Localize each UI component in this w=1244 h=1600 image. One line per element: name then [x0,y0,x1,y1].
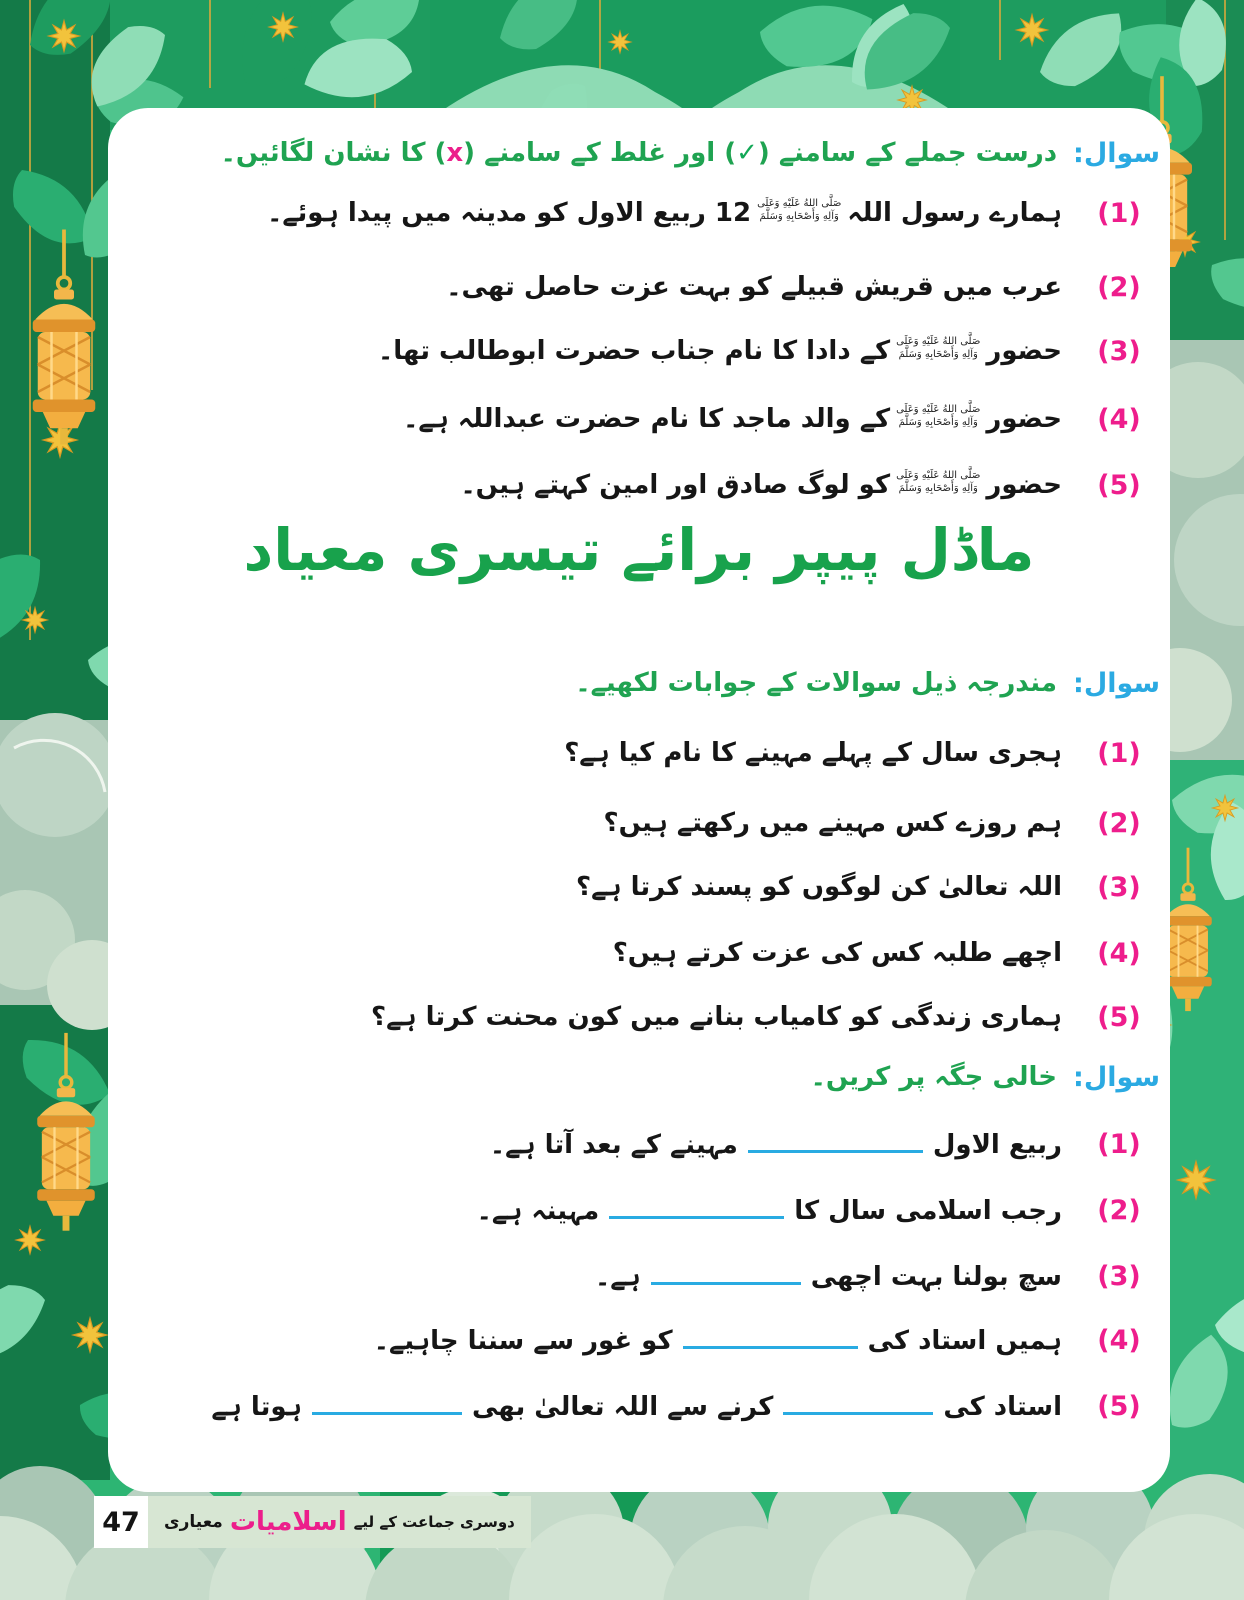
qa-item-row: (3) اللہ تعالیٰ کن لوگوں کو پسند کرتا ہے؟ [576,868,1148,907]
check-mark: ✓ [736,138,758,168]
cross-mark: x [446,138,464,168]
qa-item-row: (2) ہم روزے کس مہینے میں رکھتے ہیں؟ [604,804,1148,843]
blank-line [783,1386,933,1415]
qa-item-row: (4) اچھے طلبہ کس کی عزت کرتے ہیں؟ [613,934,1148,973]
tf-item-row: (1) ہمارے رسول اللہصَلَّى اللهُ عَلَيْهِ وَعَلَى وَآلِهِ وَأَصْحَابِهِ وَسَلَّمَ12 ربیع الاول کو مدینہ میں پیدا ہوئے۔ [267,194,1148,233]
tf-item-row: (3) حضورصَلَّى اللهُ عَلَيْهِ وَعَلَى وَآلِهِ وَأَصْحَابِهِ وَسَلَّمَکے دادا کا نام جناب حضرت ابوطالب تھا۔ [378,332,1148,371]
qa-instruction: مندرجہ ذیل سوالات کے جوابات لکھیے۔ [575,668,1058,698]
item-number: (5) [1097,470,1141,501]
item-number: (4) [1097,1325,1141,1356]
blank-item-row: (3) سچ بولنا بہت اچھیہے۔ [595,1256,1148,1297]
tf-section-heading [221,134,1160,173]
durood-honorific: صَلَّى اللهُ عَلَيْهِ وَعَلَى وَآلِهِ وَأَصْحَابِهِ وَسَلَّمَ [896,470,981,494]
tf-item-row: (4) حضورصَلَّى اللهُ عَلَيْهِ وَعَلَى وَآلِهِ وَأَصْحَابِهِ وَسَلَّمَکے والد ماجد کا نام حضرت عبداللہ ہے۔ [403,400,1148,439]
qa-item-row: (1) ہجری سال کے پہلے مہینے کا نام کیا ہے؟ [564,734,1148,773]
item-number: (3) [1097,872,1141,903]
durood-honorific: صَلَّى اللهُ عَلَيْهِ وَعَلَى وَآلِهِ وَأَصْحَابِهِ وَسَلَّمَ [896,336,981,360]
blank-line [651,1256,801,1285]
blank-line [609,1190,784,1219]
question-label: سوال: [1073,1062,1160,1093]
item-number: (5) [1097,1391,1141,1422]
blank-item-row: (1) ربیع الاولمہینے کے بعد آتا ہے۔ [490,1124,1148,1165]
item-number: (2) [1097,808,1141,839]
item-number: (3) [1097,1261,1141,1292]
book-title-strip [148,1496,531,1548]
item-number: (1) [1097,738,1141,769]
item-number: (4) [1097,404,1141,435]
question-label: سوال: [1073,138,1160,169]
footer-bar [94,1496,531,1548]
qa-section-heading [575,664,1160,703]
model-paper-heading: ماڈل پیپر برائے تیسری معیاد [243,516,1035,584]
blanks-instruction: خالی جگہ پر کریں۔ [810,1062,1058,1092]
tf-instruction: درست جملے کے سامنے (✓) اور غلط کے سامنے (x) کا نشان لگائیں۔ [220,138,1058,168]
blank-item-row: (5) استاد کیکرنے سے اللہ تعالیٰ بھیہوتا ہے [211,1386,1148,1427]
item-number: (2) [1097,1195,1141,1226]
blank-item-row: (4) ہمیں استاد کیکو غور سے سننا چاہیے۔ [374,1320,1148,1361]
item-number: (1) [1097,198,1141,229]
blank-line [683,1320,858,1349]
page-number: 47 [94,1496,148,1548]
content-card [108,108,1170,1492]
tf-item-row: (2) عرب میں قریش قبیلے کو بہت عزت حاصل تھی۔ [446,268,1148,307]
question-label: سوال: [1073,668,1160,699]
blank-item-row: (2) رجب اسلامی سال کامہینہ ہے۔ [477,1190,1148,1231]
qa-item-row: (5) ہماری زندگی کو کامیاب بنانے میں کون محنت کرتا ہے؟ [371,998,1148,1037]
blank-line [312,1386,462,1415]
item-number: (2) [1097,272,1141,303]
book-title-brand: اسلامیات [229,1507,347,1537]
blanks-section-heading [811,1058,1160,1097]
durood-honorific: صَلَّى اللهُ عَلَيْهِ وَعَلَى وَآلِهِ وَأَصْحَابِهِ وَسَلَّمَ [896,404,981,428]
book-title-suffix: دوسری جماعت کے لیے [353,1513,515,1531]
item-number: (4) [1097,938,1141,969]
tf-item-row: (5) حضورصَلَّى اللهُ عَلَيْهِ وَعَلَى وَآلِهِ وَأَصْحَابِهِ وَسَلَّمَکو لوگ صادق اور امین کہتے ہیں۔ [460,466,1148,505]
blank-line [748,1124,923,1153]
item-number: (5) [1097,1002,1141,1033]
book-title-prefix: معیاری [164,1512,223,1532]
item-number: (3) [1097,336,1141,367]
item-number: (1) [1097,1129,1141,1160]
durood-honorific: صَلَّى اللهُ عَلَيْهِ وَعَلَى وَآلِهِ وَأَصْحَابِهِ وَسَلَّمَ [757,198,842,222]
